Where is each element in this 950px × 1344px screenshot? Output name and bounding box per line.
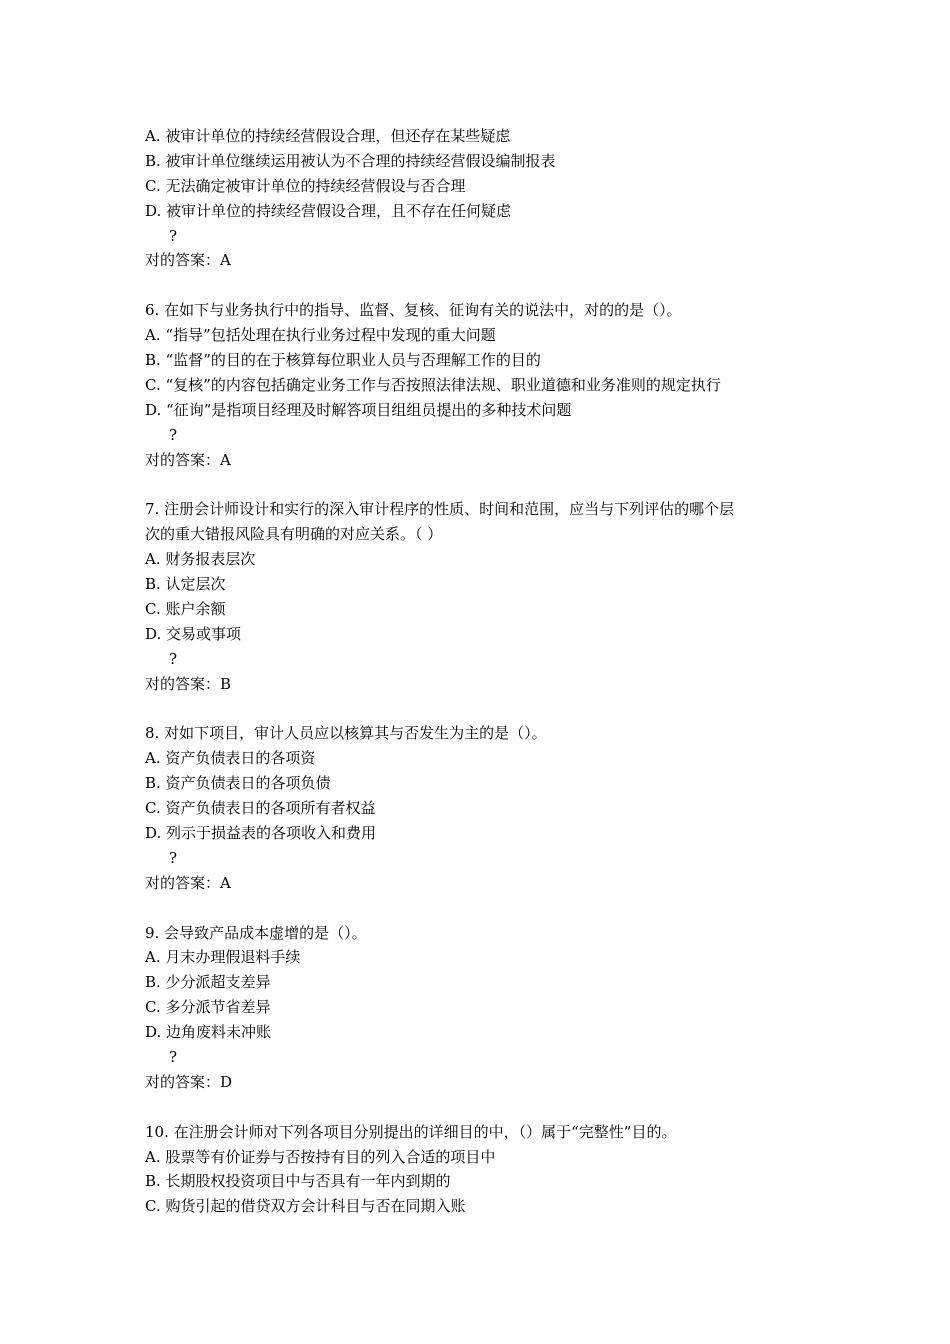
option-c: C. 购货引起的借贷双方会计科目与否在同期入账 xyxy=(145,1197,466,1216)
option-d: D. 边角废料未冲账 xyxy=(145,1023,272,1042)
question-mark: ? xyxy=(169,425,178,444)
answer-line: 对的答案：D xyxy=(145,1072,233,1091)
question-mark: ? xyxy=(169,649,178,668)
option-a: A. “指导”包括处理在执行业务过程中发现的重大问题 xyxy=(145,326,496,345)
option-a: A. 月末办理假退料手续 xyxy=(145,948,301,967)
question-stem: 7. 注册会计师设计和实行的深入审计程序的性质、时间和范围，应当与下列评估的哪个层 xyxy=(145,500,735,519)
answer-line: 对的答案：A xyxy=(145,873,231,892)
option-a: A. 资产负债表日的各项资 xyxy=(145,749,316,768)
spacer xyxy=(145,472,825,497)
question-9 xyxy=(145,921,825,1095)
option-d: D. 被审计单位的持续经营假设合理，且不存在任何疑虑 xyxy=(145,201,512,220)
question-mark: ? xyxy=(169,848,178,867)
question-stem: 8. 对如下项目，审计人员应以核算其与否发生为主的是（）。 xyxy=(145,724,547,743)
option-c: C. 账户余额 xyxy=(145,599,226,618)
option-c: C. 无法确定被审计单位的持续经营假设与否合理 xyxy=(145,176,466,195)
answer-line: 对的答案：A xyxy=(145,251,231,270)
option-a: A. 财务报表层次 xyxy=(145,550,256,569)
option-b: B. “监督”的目的在于核算每位职业人员与否理解工作的目的 xyxy=(145,351,541,370)
question-stem: 6. 在如下与业务执行中的指导、监督、复核、征询有关的说法中，对的的是（）。 xyxy=(145,301,682,320)
document-page xyxy=(145,124,825,1219)
option-a: A. 股票等有价证券与否按持有目的列入合适的项目中 xyxy=(145,1147,496,1166)
question-7 xyxy=(145,497,825,696)
answer-line: 对的答案：A xyxy=(145,450,231,469)
prefix-question-block xyxy=(145,124,825,273)
question-stem: 10. 在注册会计师对下列各项目分别提出的详细目的中，（）属于“完整性”目的。 xyxy=(145,1122,677,1141)
option-b: B. 认定层次 xyxy=(145,575,226,594)
option-b: B. 资产负债表日的各项负债 xyxy=(145,774,331,793)
question-6 xyxy=(145,298,825,472)
question-10 xyxy=(145,1120,825,1220)
option-d: D. 交易或事项 xyxy=(145,624,242,643)
question-stem-continued: 次的重大错报风险具有明确的对应关系。（ ） xyxy=(145,525,443,544)
option-c: C. 多分派节省差异 xyxy=(145,998,271,1017)
spacer xyxy=(145,696,825,721)
option-b: B. 被审计单位继续运用被认为不合理的持续经营假设编制报表 xyxy=(145,151,556,170)
option-c: C. 资产负债表日的各项所有者权益 xyxy=(145,799,376,818)
question-mark: ? xyxy=(169,1047,178,1066)
option-c: C. “复核”的内容包括确定业务工作与否按照法律法规、职业道德和业务准则的规定执行 xyxy=(145,375,721,394)
option-a: A. 被审计单位的持续经营假设合理，但还存在某些疑虑 xyxy=(145,127,511,145)
spacer xyxy=(145,896,825,921)
option-b: B. 长期股权投资项目中与否具有一年内到期的 xyxy=(145,1172,451,1191)
spacer xyxy=(145,273,825,298)
spacer xyxy=(145,1095,825,1120)
option-d: D. 列示于损益表的各项收入和费用 xyxy=(145,823,377,842)
option-d: D. “征询”是指项目经理及时解答项目组组员提出的多种技术问题 xyxy=(145,400,572,419)
answer-line: 对的答案：B xyxy=(145,674,232,693)
question-mark: ? xyxy=(169,226,178,245)
question-8 xyxy=(145,721,825,895)
question-stem: 9. 会导致产品成本虚增的是（）。 xyxy=(145,923,367,942)
option-b: B. 少分派超支差异 xyxy=(145,973,271,992)
